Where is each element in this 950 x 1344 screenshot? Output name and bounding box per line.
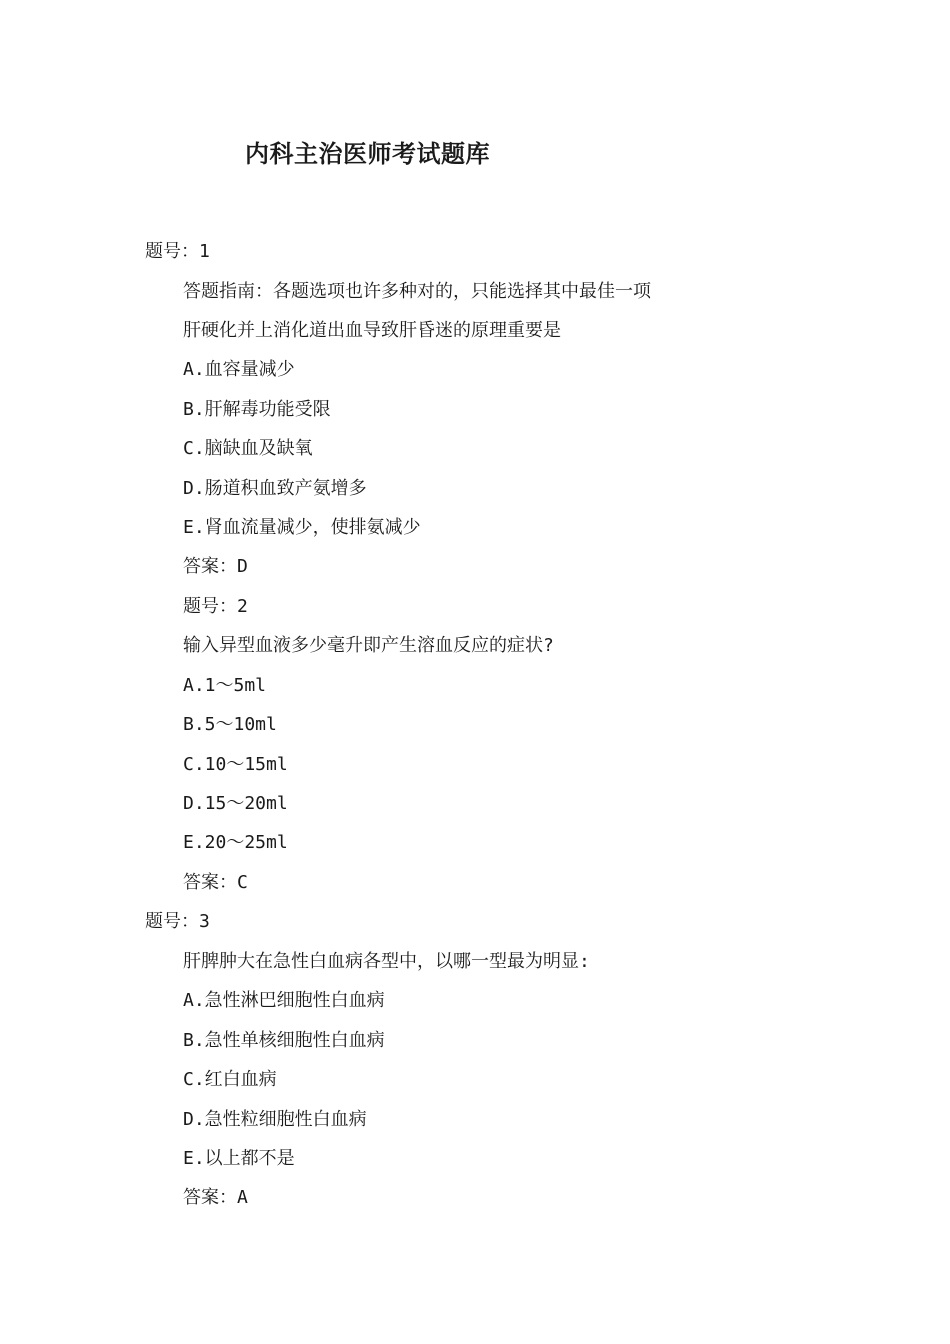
- question-3-option-d: D.急性粒细胞性白血病: [183, 1109, 367, 1130]
- question-1-option-e: E.肾血流量减少，使排氨减少: [183, 517, 421, 538]
- question-3-number: 题号：3: [145, 911, 210, 932]
- question-2-option-b: B.5～10ml: [183, 714, 277, 735]
- question-2-stem: 输入异型血液多少毫升即产生溶血反应的症状?: [183, 635, 554, 656]
- question-3-option-a: A.急性淋巴细胞性白血病: [183, 990, 385, 1011]
- question-1-answer: 答案：D: [183, 556, 248, 577]
- question-1-stem: 肝硬化并上消化道出血导致肝昏迷的原理重要是: [183, 320, 561, 341]
- question-2-option-e: E.20～25ml: [183, 832, 288, 853]
- question-3-stem: 肝脾肿大在急性白血病各型中，以哪一型最为明显:: [183, 951, 590, 972]
- question-2-answer: 答案：C: [183, 872, 248, 893]
- page-title: 内科主治医师考试题库: [245, 140, 490, 168]
- question-3-option-e: E.以上都不是: [183, 1148, 295, 1169]
- question-1-option-b: B.肝解毒功能受限: [183, 399, 331, 420]
- question-3-option-b: B.急性单核细胞性白血病: [183, 1030, 385, 1051]
- question-2-number: 题号：2: [183, 596, 248, 617]
- question-2-option-a: A.1～5ml: [183, 675, 267, 696]
- question-1-guide: 答题指南：各题选项也许多种对的，只能选择其中最佳一项: [183, 281, 651, 302]
- question-1-number: 题号：1: [145, 241, 210, 262]
- question-2-option-d: D.15～20ml: [183, 793, 288, 814]
- question-2-option-c: C.10～15ml: [183, 754, 288, 775]
- question-1-option-a: A.血容量减少: [183, 359, 295, 380]
- question-1-option-c: C.脑缺血及缺氧: [183, 438, 313, 459]
- question-3-answer: 答案：A: [183, 1187, 248, 1208]
- question-3-option-c: C.红白血病: [183, 1069, 277, 1090]
- question-1-option-d: D.肠道积血致产氨增多: [183, 478, 367, 499]
